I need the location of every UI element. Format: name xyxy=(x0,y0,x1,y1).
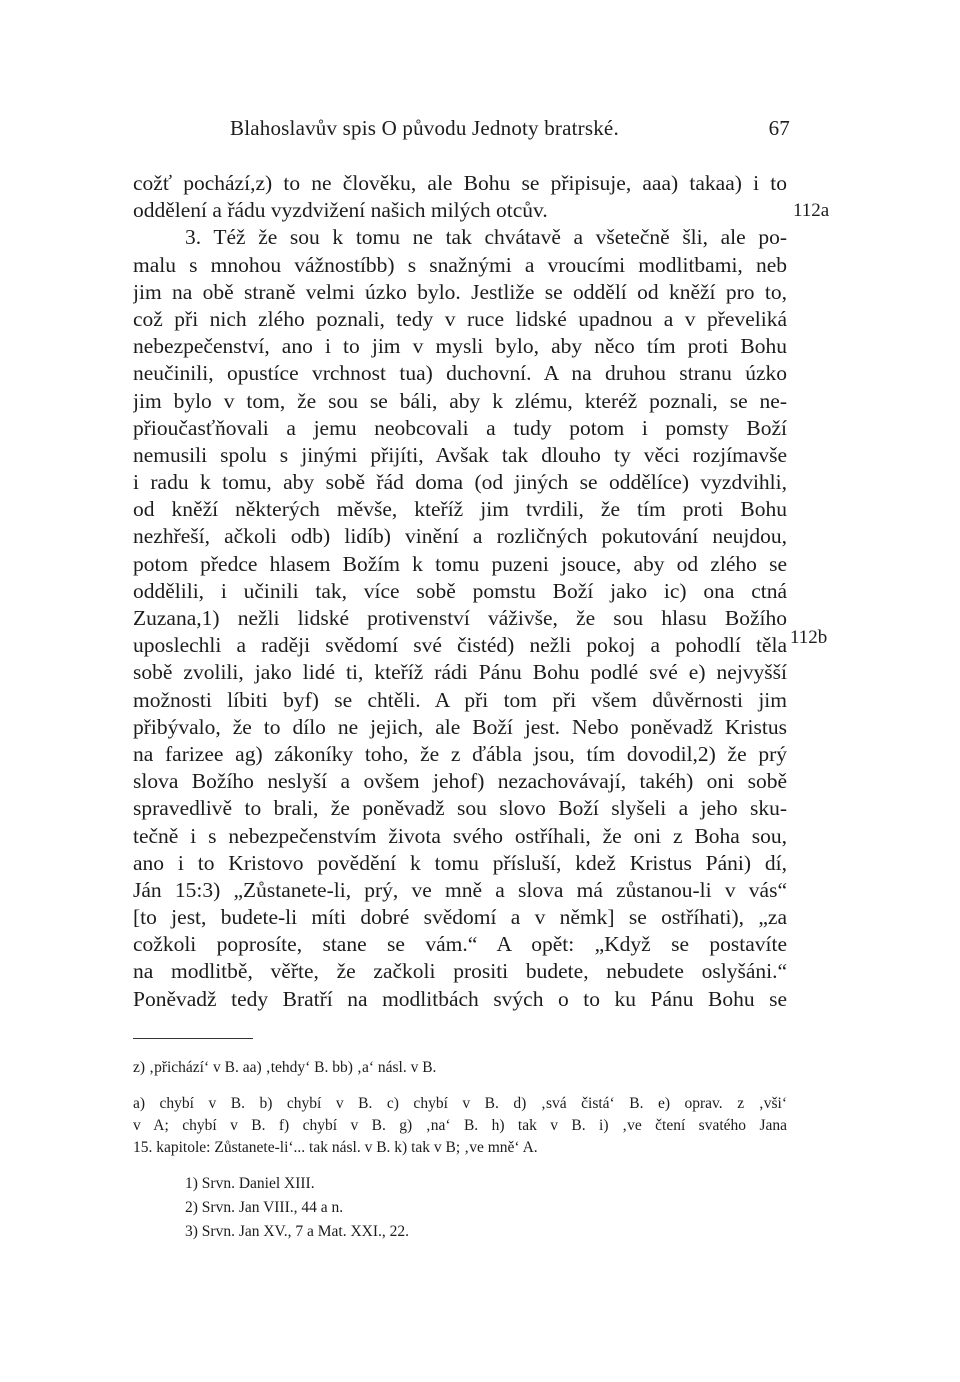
variant-notes xyxy=(133,1057,787,1159)
text-line: potom předce hlasem Božím k tomu puzeni jsouce, aby od zlého se xyxy=(133,551,787,576)
text-line: spravedlivě to brali, že poněvadž sou slovo Boží slyšeli a jeho sku- xyxy=(133,796,787,821)
text-line: jim na obě straně velmi úzko bylo. Jestliže se oddělí od kněží pro to, xyxy=(133,279,787,304)
margin-note-112b: 112b xyxy=(790,627,828,648)
text-line: nebezpečenství, ano i to jim v mysli bylo, aby něco tím proti Bohu xyxy=(133,334,787,359)
text-line: oddělení a řádu vyzdvižení našich milých otcův. xyxy=(133,198,548,223)
text-line: což při nich zlého poznali, tedy v ruce lidské upadnou a v převeliká xyxy=(133,306,787,331)
text-line: přibývalo, že to dílo ne jejich, ale Boží jest. Nebo poněvadž Kristus xyxy=(133,714,787,739)
text-line: [to jest, budete-li míti dobré svědomí a v němk] se ostříhati), „za xyxy=(133,905,787,930)
text-line: jim bylo v tom, že sou se báli, aby k zlému, kteréž poznali, se ne- xyxy=(133,388,787,413)
variant-note-line: 15. kapitole: Zůstanete-li‘... tak násl. v B. k) tak v B; ‚ve mně‘ A. xyxy=(133,1139,538,1156)
text-line: oddělili, i učinili tak, více sobě pomstu Boží jako ic) ona ctná xyxy=(133,578,787,603)
reference-notes xyxy=(185,1172,685,1244)
text-line: cožť pochází,z) to ne člověku, ale Bohu se připisuje, aaa) takaa) i to xyxy=(133,171,787,195)
text-line: tečně i s nebezpečenstvím života svého ostříhali, že oni z Boha sou, xyxy=(133,823,787,848)
reference-line: 3) Srvn. Jan XV., 7 a Mat. XXI., 22. xyxy=(185,1223,410,1240)
variant-note-line: v A; chybí v B. f) chybí v B. g) ‚na‘ B. h) tak v B. i) ‚ve čtení svatého Jana xyxy=(133,1117,787,1134)
text-line: cožkoli poprosíte, stane se vám.“ A opět: „Když se postavíte xyxy=(133,932,787,957)
main-text xyxy=(133,170,787,1013)
footnote-separator xyxy=(133,1038,253,1039)
text-line: 3. Též že sou k tomu ne tak chvátavě a všetečně šli, ale po- xyxy=(185,225,787,250)
running-title: Blahoslavův spis O původu Jednoty bratrské. xyxy=(230,116,619,140)
text-line: Zuzana,1) nežli lidské protivenství váživše, že sou hlasu Božího xyxy=(133,606,787,630)
text-line: ano i to Kristovo povědění k tomu přísluší, kdež Kristus Páni) dí, xyxy=(133,850,787,875)
text-line: neučinili, opustíce vrchnost tua) duchovní. A na druhou stranu úzko xyxy=(133,361,787,386)
variant-note-line: z) ‚přichází‘ v B. aa) ‚tehdy‘ B. bb) ‚a‘ násl. v B. xyxy=(133,1059,437,1076)
page-number: 67 xyxy=(768,116,790,140)
margin-note-112a: 112a xyxy=(793,200,830,221)
text-line: nemusili spolu s jinými přijíti, Avšak tak dlouho ty věci rozjímavše xyxy=(133,442,787,467)
text-line: přioučasťňovali a jemu neobcovali a tudy potom i pomsty Boží xyxy=(133,415,787,440)
text-line: Poněvadž tedy Bratří na modlitbách svých o to ku Pánu Bohu se xyxy=(133,986,787,1011)
variant-note-line: a) chybí v B. b) chybí v B. c) chybí v B. d) ‚svá čistá‘ B. e) oprav. z ‚vši‘ xyxy=(133,1095,787,1112)
text-line: Ján 15:3) „Zůstanete-li, prý, ve mně a slova má zůstanou-li v vás“ xyxy=(133,877,787,902)
text-line: nezhřeší, ačkoli odb) lidíb) vinění a rozličných pokutování neujdou, xyxy=(133,524,787,549)
text-line: i radu k tomu, aby sobě řád doma (od jiných se oddělíce) vyzdvihli, xyxy=(133,470,787,495)
text-line: možnosti líbiti byf) se chtěli. A při tom při všem důvěrnosti jim xyxy=(133,687,787,712)
text-line: uposlechli a raději svědomí své čistéd) nežli pokoj a pohodlí těla xyxy=(133,633,787,658)
text-line: sobě zvolili, jako lidé ti, kteříž rádi Pánu Bohu podlé své e) nejvyšší xyxy=(133,660,787,685)
reference-line: 2) Srvn. Jan VIII., 44 a n. xyxy=(185,1199,344,1216)
text-line: na farizee ag) zákoníky toho, že z ďábla jsou, tím dovodil,2) že prý xyxy=(133,741,787,766)
reference-line: 1) Srvn. Daniel XIII. xyxy=(185,1175,315,1192)
text-line: malu s mnohou vážnostíbb) s snažnými a vroucími modlitbami, neb xyxy=(133,252,787,277)
text-line: na modlitbě, věřte, že začkoli prositi budete, nebudete oslyšáni.“ xyxy=(133,959,787,984)
text-line: od kněží některých měvše, kteříž jim tvrdili, že tím proti Bohu xyxy=(133,497,787,522)
text-line: slova Božího neslyší a ovšem jehof) nezachovávají, takéh) oni sobě xyxy=(133,769,787,794)
